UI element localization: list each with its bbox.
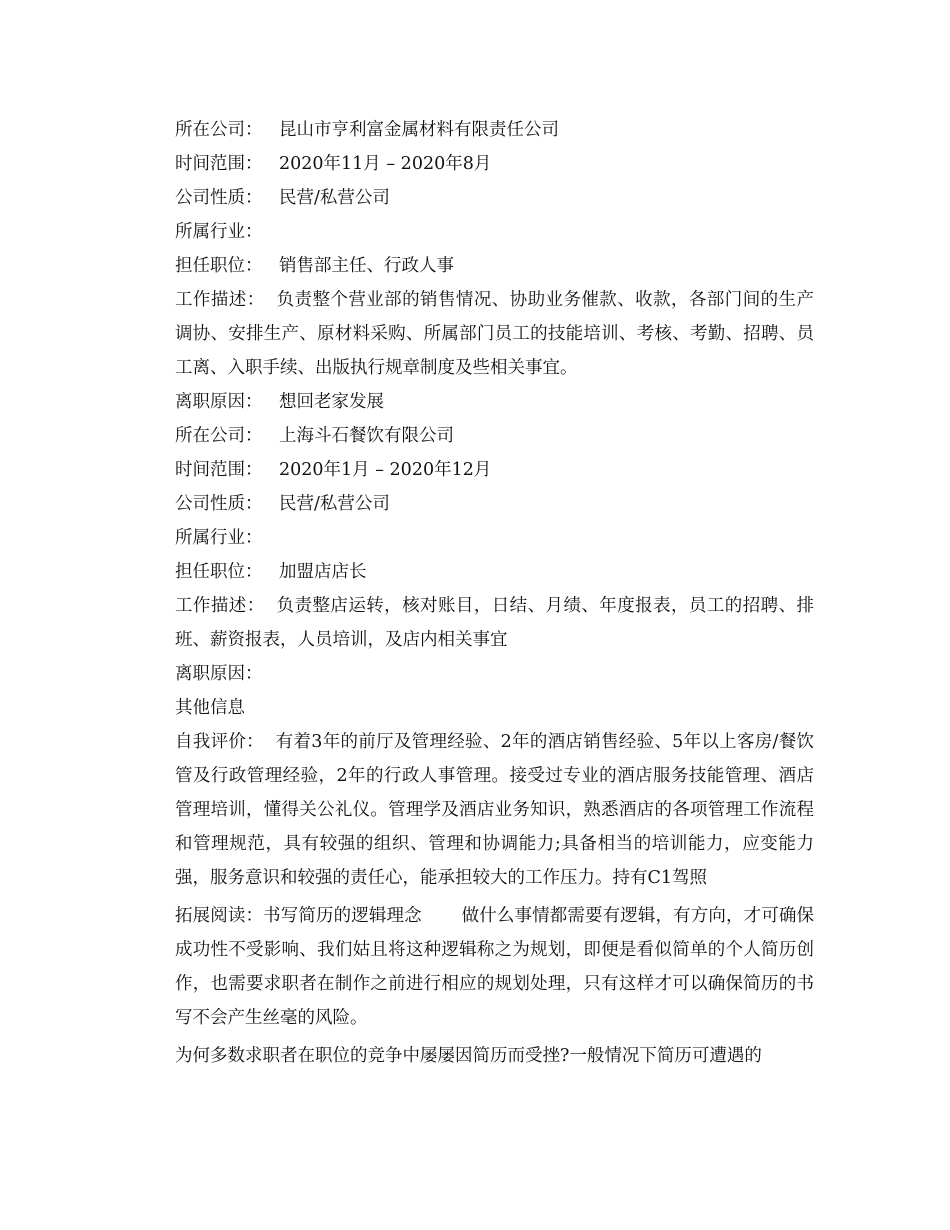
job1-nature-value: 民营/私营公司 (279, 188, 390, 208)
job1-description (139, 283, 814, 385)
job1-desc-label: 工作描述： (175, 290, 265, 310)
job2-company-row (139, 419, 814, 453)
job2-desc-value: 负责整店运转，核对账目，日结、月绩、年度报表，员工的招聘、排班、薪资报表，人员培训，及店内相关事宜 (175, 596, 814, 650)
job1-company-value: 昆山市亨利富金属材料有限责任公司 (279, 120, 559, 140)
self-eval-label: 自我评价： (175, 732, 264, 752)
job1-industry-row (139, 215, 814, 249)
job2-description (139, 589, 814, 657)
self-eval-value: 有着3年的前厅及管理经验、2年的酒店销售经验、5年以上客房/餐饮管及行政管理经验，2年的行政人事管理。接受过专业的酒店服务技能管理、酒店管理培训，懂得关公礼仪。管理学及酒店业务知识，熟悉酒店的各项管理工作流程和管理规范，具有较强的组织、管理和协调能力;具备相当的培训能力，应变能力强，服务意识和较强的责任心，能承担较大的工作压力。持有C1驾照 (175, 732, 815, 888)
job2-period-value: 2020年1月 – 2020年12月 (279, 460, 492, 480)
job2-leave-row (139, 657, 814, 691)
job1-leave-label: 离职原因： (175, 392, 263, 412)
job1-industry-label: 所属行业： (175, 222, 263, 242)
other-info-heading: 其他信息 (175, 698, 245, 718)
job1-position-label: 担任职位： (175, 256, 263, 276)
job1-company-row (139, 113, 814, 147)
job2-position-label: 担任职位： (175, 562, 263, 582)
job2-leave-label: 离职原因： (175, 664, 263, 684)
job2-nature-value: 民营/私营公司 (279, 494, 390, 514)
job1-nature-row (139, 181, 814, 215)
extended-reading-text: 做什么事情都需要有逻辑，有方向，才可确保成功性不受影响、我们姑且将这种逻辑称之为规划，即便是看似简单的个人简历创作，也需要求职者在制作之前进行相应的规划处理，只有这样才可以确保简历的书写不会产生丝毫的风险。 (175, 906, 814, 1028)
job2-position-row (139, 555, 814, 589)
job1-period-value: 2020年11月 – 2020年8月 (279, 154, 492, 174)
job1-company-label: 所在公司： (175, 120, 263, 140)
job1-nature-label: 公司性质： (175, 188, 263, 208)
job1-leave-value: 想回老家发展 (279, 392, 384, 412)
job2-company-value: 上海斗石餐饮有限公司 (279, 426, 454, 446)
job2-nature-label: 公司性质： (175, 494, 263, 514)
job1-period-row (139, 147, 814, 181)
job2-industry-label: 所属行业： (175, 528, 263, 548)
job1-position-value: 销售部主任、行政人事 (279, 256, 454, 276)
job2-desc-label: 工作描述： (175, 596, 265, 616)
job2-period-label: 时间范围： (175, 460, 263, 480)
job1-position-row (139, 249, 814, 283)
job2-industry-row (139, 521, 814, 555)
self-evaluation (139, 725, 814, 895)
extended-reading-title: 拓展阅读：书写简历的逻辑理念 (175, 906, 422, 926)
job1-leave-row (139, 385, 814, 419)
job2-nature-row (139, 487, 814, 521)
job1-desc-value: 负责整个营业部的销售情况、协助业务催款、收款，各部门间的生产调协、安排生产、原材料采购、所属部门员工的技能培训、考核、考勤、招聘、员工离、入职手续、出版执行规章制度及些相关事宜。 (175, 290, 814, 378)
job2-period-row (139, 453, 814, 487)
job2-position-value: 加盟店店长 (279, 562, 367, 582)
extended-reading-paragraph (139, 899, 814, 1035)
job1-period-label: 时间范围： (175, 154, 263, 174)
resume-body (139, 113, 814, 1073)
extended-reading-paragraph-2: 为何多数求职者在职位的竞争中屡屡因简历而受挫?一般情况下简历可遭遇的 (175, 1046, 762, 1066)
job2-company-label: 所在公司： (175, 426, 263, 446)
